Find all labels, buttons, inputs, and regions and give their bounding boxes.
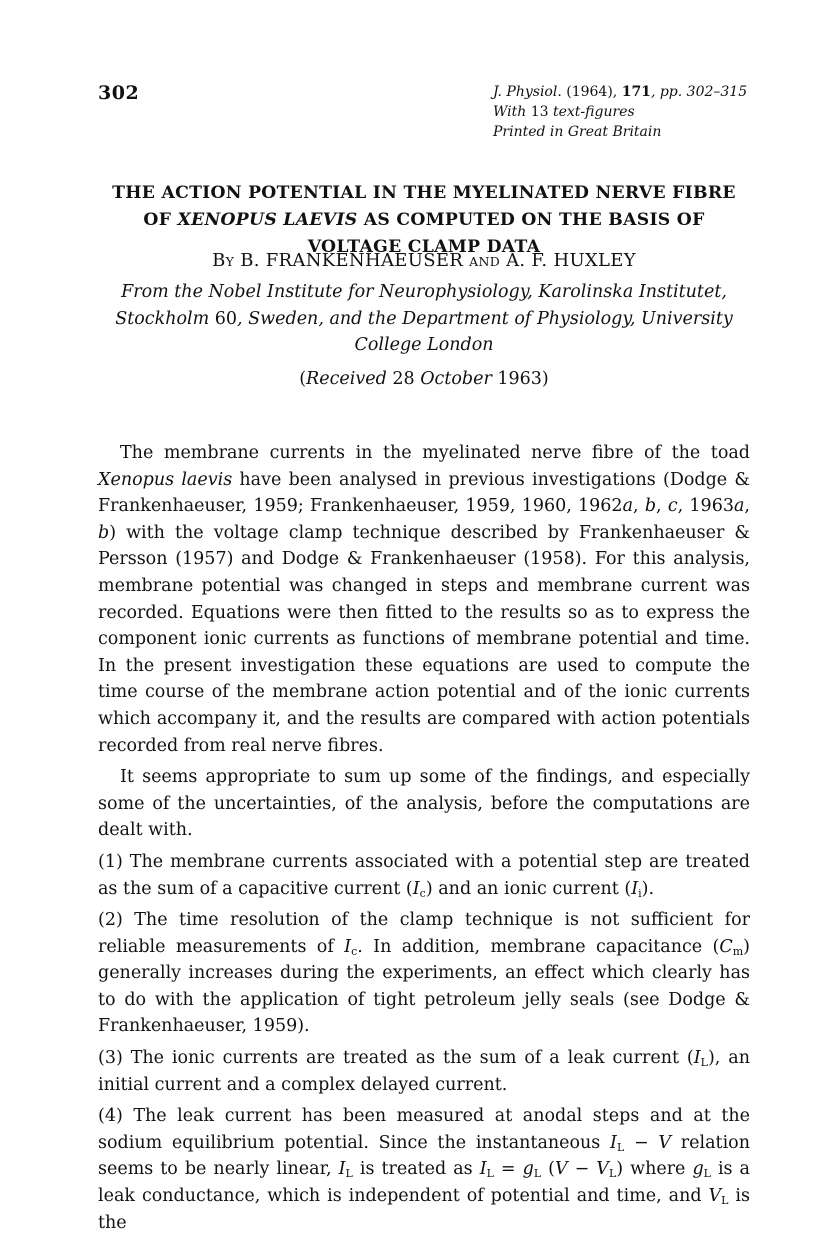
symbol: V [596, 1159, 609, 1180]
paragraph-2: It seems appropriate to sum up some of the findings, and especially some of the uncertainties, of the analysis, before the computations are dealt with. [98, 767, 750, 841]
list-item-1 [98, 849, 750, 902]
received-date [98, 369, 750, 389]
affil-part: , Sweden, and the Department of Physiology, University College London [237, 308, 733, 355]
operator: − [567, 1159, 597, 1180]
operator: ) [616, 1159, 624, 1180]
symbol: I [479, 1159, 487, 1180]
symbol: I [610, 1132, 617, 1153]
paren: ( [299, 369, 307, 389]
text: is the [98, 1186, 750, 1233]
text: ), an initial current and a complex delayed current. [98, 1048, 750, 1095]
text: (4) The leak current has been measured at anodal steps and at the sodium equilibrium potential. Since the instantaneous [98, 1106, 750, 1153]
page-number: 302 [98, 82, 140, 104]
subscript: L [616, 1140, 625, 1154]
list-item-2 [98, 907, 750, 1040]
by-initial: B [212, 250, 226, 271]
subscript: L [486, 1167, 494, 1181]
affiliation [98, 279, 750, 359]
ref-letter: a [622, 496, 634, 517]
body-text [98, 440, 750, 1241]
title-part: AS COMPUTED ON THE BASIS OF VOLTAGE CLAMP DATA [307, 210, 705, 257]
subscript: L [703, 1167, 711, 1181]
text: ) generally increases during the experiments, an effect which clearly has to do with the application of tight petroleum jelly seals (see Dodge & Frankenhaeuser, 1959). [98, 936, 750, 1037]
subscript: L [700, 1056, 708, 1070]
subscript: L [721, 1194, 729, 1208]
list-item-3 [98, 1045, 750, 1098]
species: Xenopus laevis [98, 469, 233, 490]
by-small: Y [225, 254, 235, 269]
ref-letter: c [667, 496, 678, 517]
subscript: c [419, 886, 426, 900]
paragraph-1 [98, 440, 750, 759]
ref-letter: a [733, 496, 745, 517]
text: (2) The time resolution of the clamp technique is not sufficient for reliable measurements of [98, 910, 750, 957]
text: have been analysed in previous investigations (Dodge & Frankenhaeuser, 1959; Frankenhaeuser, 1959, 1960, 1962 [98, 469, 750, 517]
text: ) with the voltage clamp technique described by Frankenhaeuser & Persson (1957) and Dodge & Frankenhaeuser (1958). For this analysis, membrane potential was changed in steps and membrane current was recorded. Equations were then fitted to the results so as to express the component ionic currents as functions of membrane potential and time. In the present investigation these equations are used to compute the time course of the membrane action potential and of the ionic currents which accompany it, and the results are compared with action potentials recorded from real nerve fibres. [98, 522, 750, 756]
text: . In addition, membrane capacitance ( [357, 936, 720, 957]
subscript: m [732, 944, 744, 958]
symbol: I [631, 878, 639, 899]
symbol: I [412, 878, 420, 899]
affil-number: 60 [214, 308, 238, 329]
text: ) and an ionic current ( [425, 878, 632, 899]
journal-header [493, 82, 747, 142]
symbol: V [658, 1132, 672, 1153]
received-month: October [420, 369, 492, 389]
title-part: THE ACTION POTENTIAL IN THE MYELINATED NERVE FIBRE OF [112, 183, 736, 230]
subscript: c [351, 944, 358, 958]
citation-line [493, 82, 747, 102]
journal-year: (1964), [566, 84, 622, 100]
subscript: L [533, 1167, 542, 1181]
and-word: AND [469, 254, 501, 269]
symbol: C [719, 936, 733, 957]
text: is treated as [352, 1159, 480, 1180]
text: , [633, 496, 645, 517]
list-item-4 [98, 1103, 750, 1236]
text: ). [641, 878, 655, 899]
operator: ( [541, 1159, 555, 1180]
journal-pages: , pp. 302–315 [650, 84, 748, 100]
text: , [656, 496, 668, 517]
text: relation seems to be nearly linear, [98, 1132, 750, 1180]
text: , [744, 496, 750, 517]
text: (3) The ionic currents are treated as the sum of a leak current ( [98, 1048, 694, 1069]
symbol: g [522, 1159, 534, 1180]
symbol: I [338, 1159, 346, 1180]
journal-name: J. Physiol. [493, 84, 567, 100]
text: (1) The membrane currents associated with a potential step are treated as the sum of a capacitive current ( [98, 851, 750, 899]
received-year: 1963) [491, 369, 549, 389]
symbol: g [692, 1159, 704, 1180]
symbol: I [693, 1048, 701, 1069]
received-day: 28 [386, 369, 421, 389]
symbol: V [554, 1159, 568, 1180]
affil-part: From the Nobel Institute for Neurophysiology, Karolinska Institutet, Stockholm [115, 282, 727, 329]
text: , 1963 [677, 496, 734, 517]
operator: = [493, 1159, 523, 1180]
symbol: I [344, 936, 352, 957]
subscript: L [345, 1167, 353, 1181]
title-species: XENOPUS LAEVIS [177, 210, 358, 230]
figures-count: 13 [530, 104, 549, 120]
operator: − [624, 1132, 659, 1153]
paper-title [98, 180, 750, 261]
figures-pre: With [493, 104, 531, 120]
figures-post: text-figures [548, 104, 635, 120]
subscript: L [608, 1167, 617, 1181]
authors-line [98, 250, 750, 271]
ref-letter: b [98, 522, 110, 543]
symbol: V [708, 1186, 722, 1207]
text: where [623, 1159, 693, 1180]
author-1: B. FRANKENHAEUSER [240, 250, 464, 271]
text: is a leak conductance, which is independent of potential and time, and [98, 1159, 750, 1207]
author-2: A. F. HUXLEY [506, 250, 636, 271]
ref-letter: b [644, 496, 657, 517]
text: The membrane currents in the myelinated nerve fibre of the toad [120, 443, 750, 463]
figures-line [493, 102, 747, 122]
subscript: i [638, 886, 642, 900]
received-word: Received [306, 369, 387, 389]
journal-volume: 171 [621, 84, 651, 100]
printed-line: Printed in Great Britain [493, 124, 662, 140]
